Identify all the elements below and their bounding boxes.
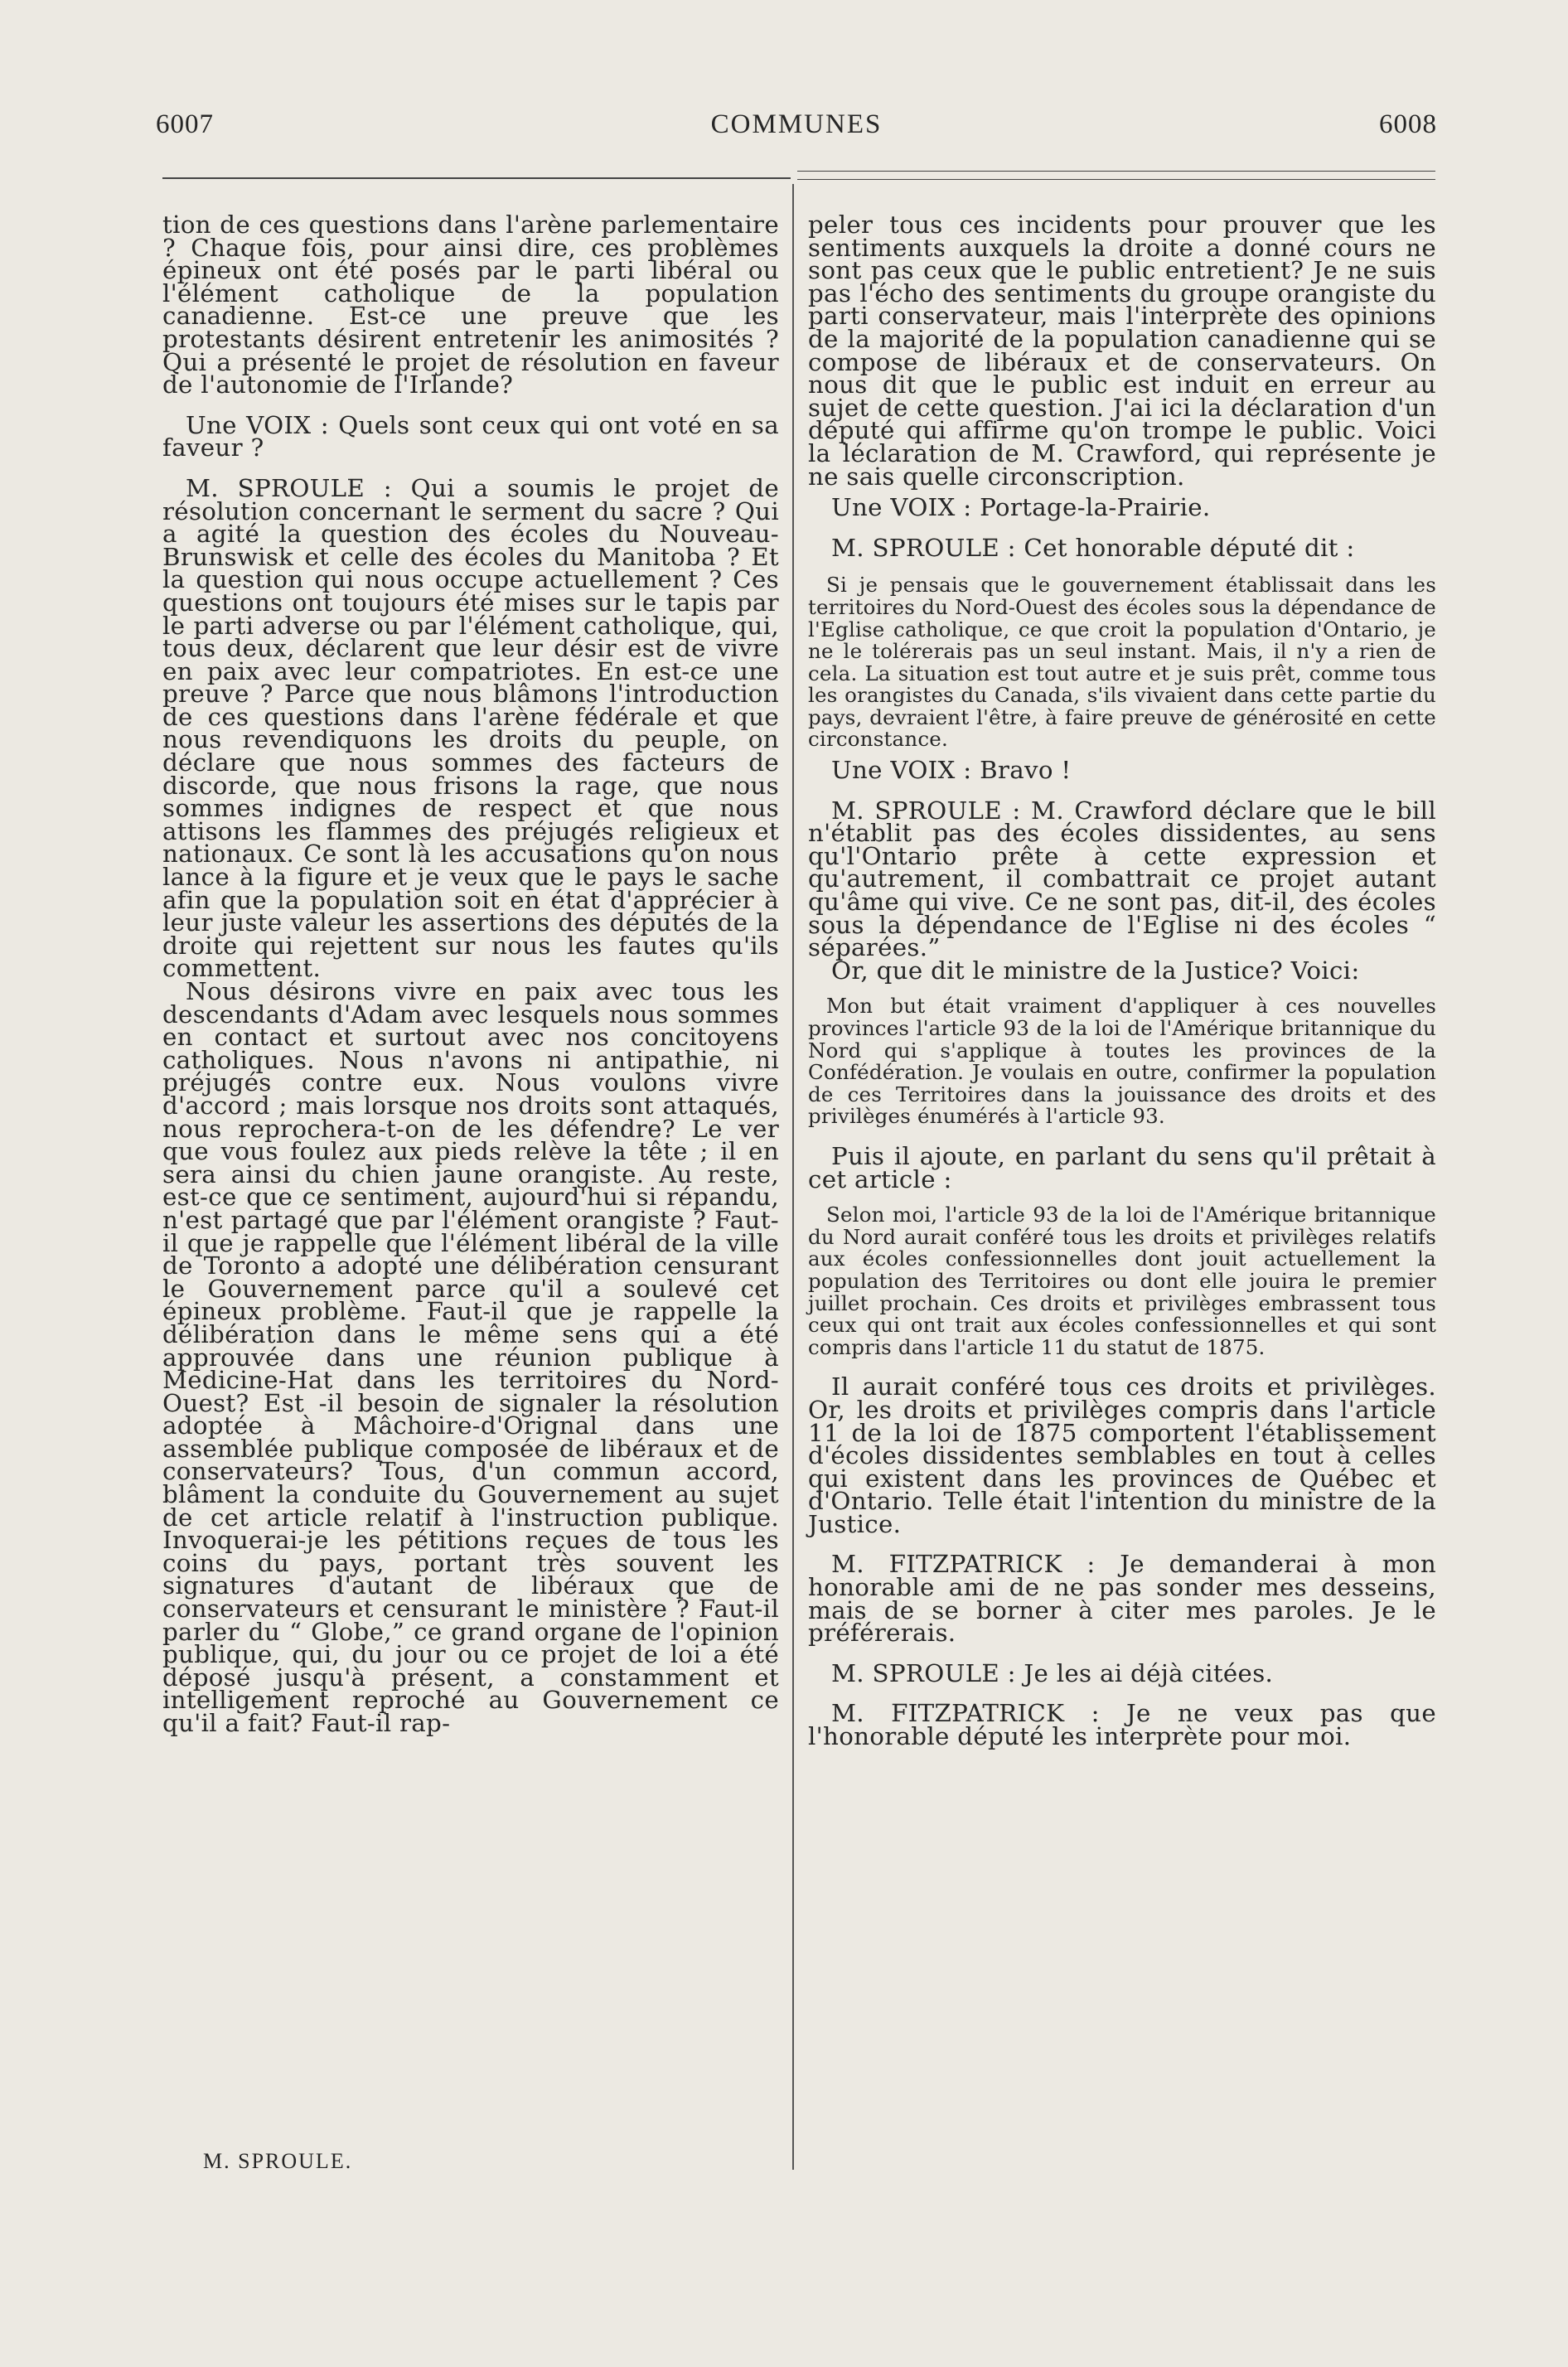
paragraph: Une VOIX : Bravo ! [831, 756, 1072, 785]
page-header [156, 109, 1437, 151]
running-footer-speaker: M. SPROULE. [203, 2149, 353, 2173]
quotation: Selon moi, l'article 93 de la loi de l'Amérique britannique du Nord aurait conféré tous les droits et privilèges relatifs aux écoles confessionnelles dont jouit actuellement la population des Territoires ou dont elle jouira le premier juillet prochain. Ces droits et privilèges embrassent tous ceux qui ont trait aux écoles confessionnelles et qui sont compris dans l'article 11 du statut de 1875. [808, 1203, 1436, 1359]
paragraph: M. SPROULE : M. Crawford déclare que le bill n'établit pas des écoles dissidentes, au sens qu'l'Ontario prête à cette expression et qu'autrement, il combattrait ce projet autant qu'âme qui vive. Ce ne sont pas, dit-il, des écoles sous la dépendance de l'Eglise ni des écoles “ séparées.” [808, 796, 1436, 962]
quotation: Mon but était vraiment d'appliquer à ces nouvelles provinces l'article 93 de la loi de l'Amérique britannique du Nord qui s'applique à toutes les provinces de la Confédération. Je voulais en outre, confirmer la population de ces Territoires dans la jouissance des droits et des privilèges énumérés à l'article 93. [808, 994, 1436, 1129]
quotation: Si je pensais que le gouvernement établissait dans les territoires du Nord-Ouest des écoles sous la dépendance de l'Eglise catholique, ce que croit la population d'Ontario, je ne le tolérerais pas un seul instant. Mais, il n'y a rien de cela. La situation est tout autre et je suis prêt, comme tous les orangistes du Canada, s'ils vivaient dans cette partie du pays, devraient l'être, à faire preuve de générosité en cette circonstance. [808, 573, 1436, 752]
page-title: COMMUNES [710, 109, 883, 139]
paragraph: M. SPROULE : Qui a soumis le projet de résolution concernant le serment du sacre ? Qui a agité la question des écoles du Nouveau-Brunswisk et celle des écoles du Manitoba ? Et la question qui nous occupe actuellement ? Ces questions ont toujours été mises sur le tapis par le parti adverse ou par l'élément catholique, qui, tous deux, déclarent que leur désir est de vivre en paix avec leur compatriotes. En est-ce une preuve ? Parce que nous blâmons l'introduction de ces questions dans l'arène fédérale et que nous revendiquons les droits du peuple, on déclare que nous sommes des facteurs de discorde, que nous frisons la rage, que nous sommes indignes de respect et que nous attisons les flammes des préjugés religieux et nationaux. Ce sont là les accusations qu'on nous lance à la figure et je veux que le pays le sache afin que la population soit en état d'apprécier à leur juste valeur les assertions des députés de la droite qui rejettent sur nous les fautes qu'ils commettent. [162, 473, 779, 983]
right-column [808, 211, 1436, 1751]
header-rule-right-bottom [797, 179, 1435, 180]
page-number-left: 6007 [156, 109, 214, 139]
paragraph: Il aurait conféré tous ces droits et privilèges. Or, les droits et privilèges compris dans l'article 11 de la loi de 1875 comportent l'établissement d'écoles dissidentes semblables en tout à celles qui existent dans les provinces de Québec et d'Ontario. Telle était l'intention du ministre de la Justice. [808, 1372, 1436, 1538]
paragraph: M. FITZPATRICK : Je ne veux pas que l'honorable député les interprète pour moi. [808, 1699, 1436, 1751]
column-divider [792, 184, 794, 2170]
paragraph: Une VOIX : Quels sont ceux qui ont voté en sa faveur ? [162, 410, 779, 462]
header-rule-left [162, 177, 791, 179]
paragraph: tion de ces questions dans l'arène parlementaire ? Chaque fois, pour ainsi dire, ces problèmes épineux ont été posés par le parti libéral ou l'élément catholique de la population canadienne. Est-ce une preuve que les protestants désirent entretenir les animosités ? Qui a présenté le projet de résolution en faveur de l'autonomie de l'Irlande? [162, 211, 779, 399]
header-rule-right-top [797, 171, 1435, 172]
paragraph: Or, que dit le ministre de la Justice? Voici: [831, 956, 1360, 985]
page-number-right: 6008 [1379, 109, 1437, 139]
paragraph: Une VOIX : Portage-la-Prairie. [831, 493, 1211, 522]
paragraph: Nous désirons vivre en paix avec tous les descendants d'Adam avec lesquels nous sommes en contact et surtout avec nos concitoyens catholiques. Nous n'avons ni antipathie, ni préjugés contre eux. Nous voulons vivre d'accord ; mais lorsque nos droits sont attaqués, nous reprochera-t-on de les défendre? Le ver que vous foulez aux pieds relève la tête ; il en sera ainsi du chien jaune orangiste. Au reste, est-ce que ce sentiment, aujourd'hui si répandu, n'est partagé que par l'élément orangiste ? Faut-il que je rappelle que l'élément libéral de la ville de Toronto a adopté une délibération censurant le Gouvernement parce qu'il a soulevé cet épineux problème. Faut-il que je rappelle la délibération dans le même sens qui a été approuvée dans une réunion publique à Medicine-Hat dans les territoires du Nord-Ouest? Est -il besoin de signaler la résolution adoptée à Mâchoire-d'Orignal dans une assemblée publique composée de libéraux et de conservateurs? Tous, d'un commun accord, blâment la conduite du Gouvernement au sujet de cet article relatif à l'instruction publique. Invoquerai-je les pétitions reçues de tous les coins du pays, portant très souvent les signatures d'autant de libéraux que de conservateurs et censurant le ministère ? Faut-il parler du “ Globe,” ce grand organe de l'opinion publique, qui, du jour ou ce projet de loi a été déposé jusqu'à présent, a constamment et intelligement reproché au Gouvernement ce qu'il a fait? Faut-il rap- [162, 977, 779, 1737]
paragraph: M. SPROULE : Je les ai déjà citées. [831, 1658, 1274, 1687]
paragraph: M. SPROULE : Cet honorable député dit : [831, 533, 1355, 562]
left-column [162, 211, 779, 1737]
paragraph: Puis il ajoute, en parlant du sens qu'il prêtait à cet article : [808, 1141, 1436, 1193]
paragraph: M. FITZPATRICK : Je demanderai à mon honorable ami de ne pas sonder mes desseins, mais de se borner à citer mes paroles. Je le préférerais. [808, 1550, 1436, 1648]
paragraph: peler tous ces incidents pour prouver que les sentiments auxquels la droite a donné cours ne sont pas ceux que le public entretient? Je ne suis pas l'écho des sentiments du groupe orangiste du parti conservateur, mais l'interprète des opinions de la majorité de la population canadienne qui se compose de libéraux et de conservateurs. On nous dit que le public est induit en erreur au sujet de cette question. J'ai ici la déclaration d'un député qui affirme qu'on trompe le public. Voici la léclaration de M. Crawford, qui représente je ne sais quelle circonscription. [808, 211, 1436, 491]
